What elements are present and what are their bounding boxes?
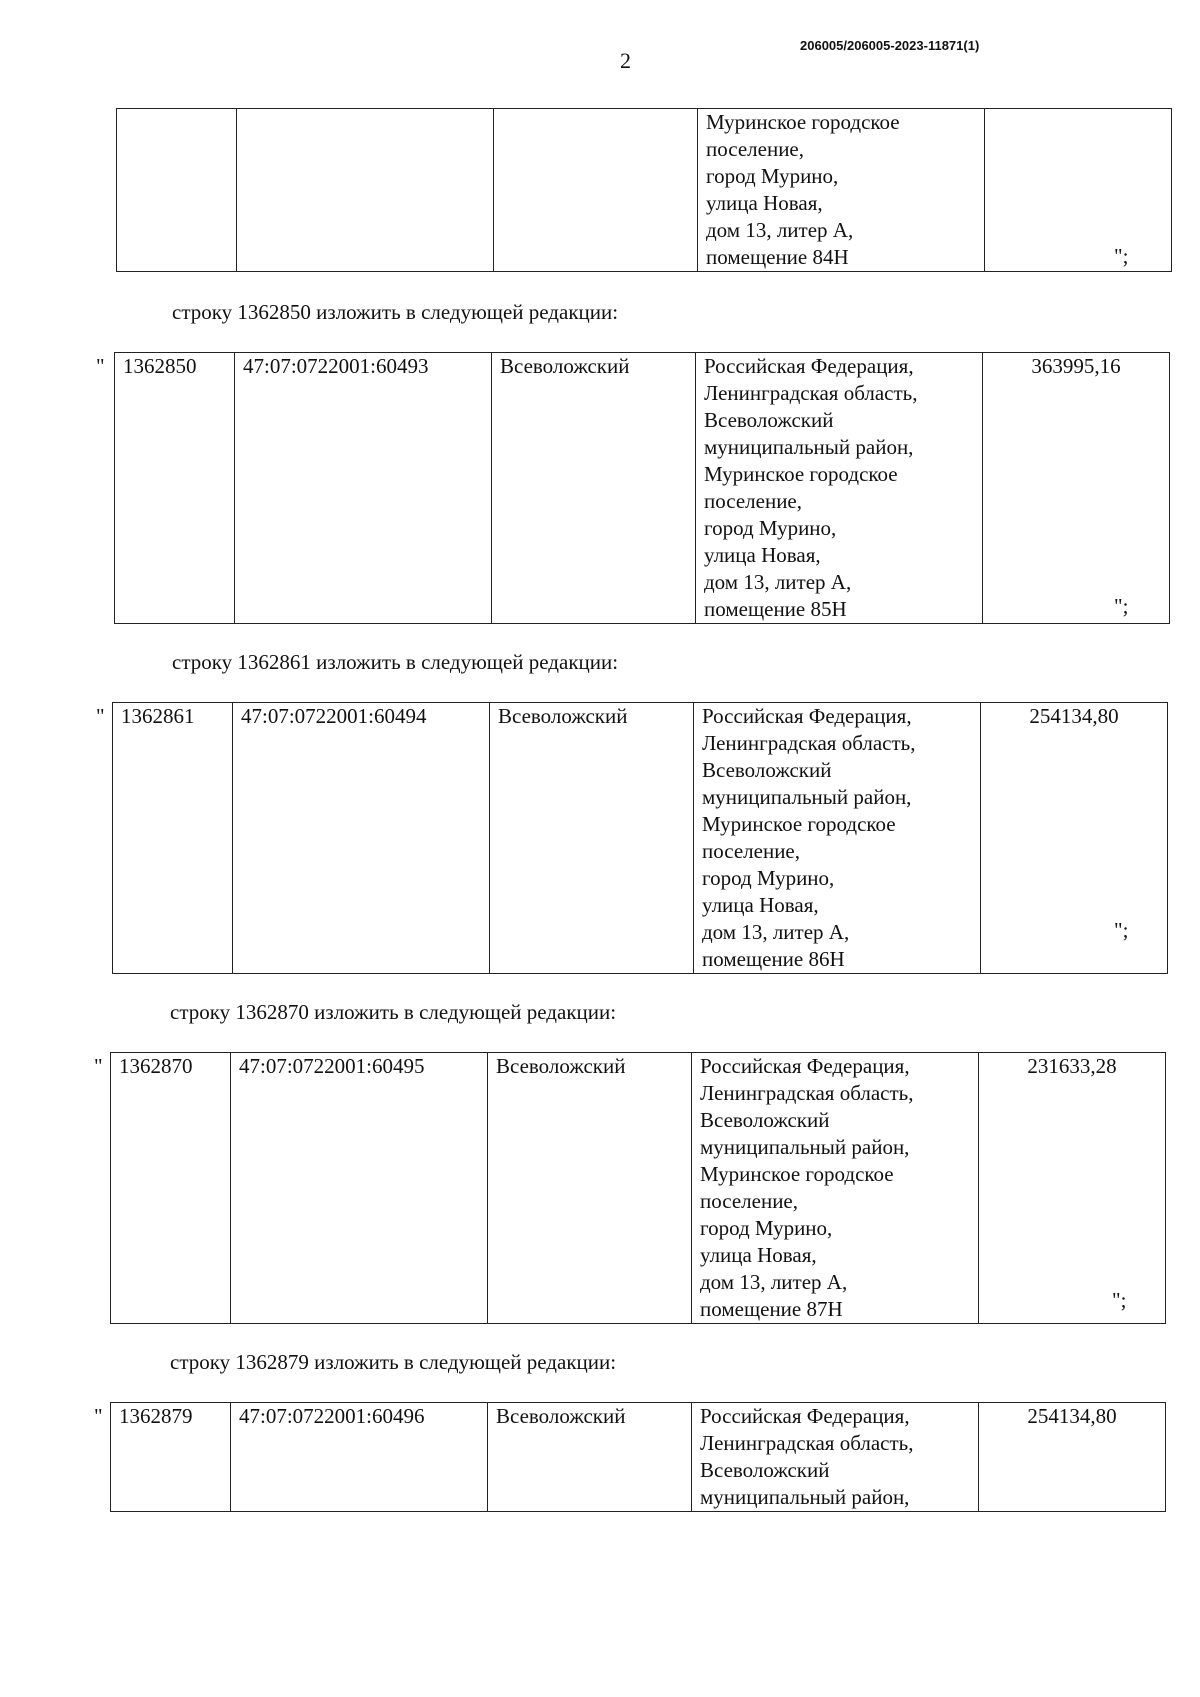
address-line: улица Новая, <box>702 893 819 917</box>
row-number-cell: 1362870 <box>111 1053 231 1324</box>
address-cell <box>692 1053 979 1324</box>
address-line: Российская Федерация, <box>702 704 912 728</box>
table-row <box>113 703 1168 974</box>
address-line: поселение, <box>700 1189 799 1213</box>
address-line: муниципальный район, <box>702 785 912 809</box>
edit-instruction: строку 1362861 изложить в следующей редакции: <box>172 650 619 674</box>
address-line: муниципальный район, <box>700 1135 910 1159</box>
address-line: помещение 87Н <box>700 1297 843 1321</box>
row-number-cell: 1362879 <box>111 1403 231 1512</box>
address-line: город Мурино, <box>702 866 835 890</box>
address-line: Муринское городское <box>702 812 896 836</box>
entry-table <box>112 702 1168 974</box>
address-line: муниципальный район, <box>704 435 914 459</box>
closing-quote: "; <box>1114 594 1129 618</box>
cadastral-cell: 47:07:0722001:60494 <box>233 703 490 974</box>
address-line: улица Новая, <box>700 1243 817 1267</box>
cadastral-cell: 47:07:0722001:60495 <box>231 1053 488 1324</box>
address-line: Всеволожский <box>702 758 832 782</box>
document-id: 206005/206005-2023-11871(1) <box>800 38 980 53</box>
address-line: поселение, <box>702 839 801 863</box>
table-row <box>117 109 1172 272</box>
closing-quote: "; <box>1114 918 1129 942</box>
address-cell <box>696 353 983 624</box>
address-line: поселение, <box>706 137 805 161</box>
opening-quote: " <box>96 704 105 728</box>
district-cell: Всеволожский <box>492 353 696 624</box>
cadastral-cell: 47:07:0722001:60493 <box>235 353 492 624</box>
page-number: 2 <box>620 48 631 73</box>
opening-quote: " <box>94 1404 103 1428</box>
address-line: город Мурино, <box>706 164 839 188</box>
district-cell <box>494 109 698 272</box>
opening-quote: " <box>96 354 105 378</box>
value-cell <box>985 109 1172 272</box>
table-row <box>111 1053 1166 1324</box>
table-row <box>115 353 1170 624</box>
address-cell <box>698 109 985 272</box>
closing-quote: "; <box>1112 1288 1127 1312</box>
value-cell: 231633,28 <box>979 1053 1166 1324</box>
address-line: Российская Федерация, <box>700 1054 910 1078</box>
address-line: дом 13, литер А, <box>706 218 854 242</box>
address-line: помещение 86Н <box>702 947 845 971</box>
address-line: Ленинградская область, <box>700 1431 914 1455</box>
district-cell: Всеволожский <box>488 1403 692 1512</box>
continuation-table <box>116 108 1172 272</box>
row-number-cell: 1362861 <box>113 703 233 974</box>
edit-instruction: строку 1362870 изложить в следующей редакции: <box>170 1000 617 1024</box>
row-number-cell: 1362850 <box>115 353 235 624</box>
entry-table <box>114 352 1170 624</box>
value-cell: 363995,16 <box>983 353 1170 624</box>
edit-instruction: строку 1362879 изложить в следующей редакции: <box>170 1350 617 1374</box>
address-line: помещение 84Н <box>706 245 849 269</box>
district-cell: Всеволожский <box>490 703 694 974</box>
entry-table <box>110 1402 1166 1512</box>
address-line: Ленинградская область, <box>700 1081 914 1105</box>
district-cell: Всеволожский <box>488 1053 692 1324</box>
entry-table <box>110 1052 1166 1324</box>
address-cell <box>694 703 981 974</box>
address-line: Российская Федерация, <box>700 1404 910 1428</box>
value-cell: 254134,80 <box>979 1403 1166 1512</box>
table-row <box>111 1403 1166 1512</box>
address-line: город Мурино, <box>704 516 837 540</box>
address-line: помещение 85Н <box>704 597 847 621</box>
address-line: Муринское городское <box>704 462 898 486</box>
address-line: поселение, <box>704 489 803 513</box>
address-line: город Мурино, <box>700 1216 833 1240</box>
address-line: Всеволожский <box>700 1458 830 1482</box>
address-line: дом 13, литер А, <box>704 570 852 594</box>
address-cell <box>692 1403 979 1512</box>
address-line: Всеволожский <box>700 1108 830 1132</box>
row-number-cell <box>117 109 237 272</box>
address-line: Российская Федерация, <box>704 354 914 378</box>
address-line: улица Новая, <box>704 543 821 567</box>
address-line: Муринское городское <box>706 110 900 134</box>
opening-quote: " <box>94 1054 103 1078</box>
address-line: Муринское городское <box>700 1162 894 1186</box>
address-line: Ленинградская область, <box>704 381 918 405</box>
address-line: улица Новая, <box>706 191 823 215</box>
cadastral-cell <box>237 109 494 272</box>
value-cell: 254134,80 <box>981 703 1168 974</box>
address-line: дом 13, литер А, <box>702 920 850 944</box>
address-line: муниципальный район, <box>700 1485 910 1509</box>
edit-instruction: строку 1362850 изложить в следующей редакции: <box>172 300 619 324</box>
address-line: Ленинградская область, <box>702 731 916 755</box>
closing-quote: "; <box>1114 244 1129 268</box>
address-line: Всеволожский <box>704 408 834 432</box>
address-line: дом 13, литер А, <box>700 1270 848 1294</box>
cadastral-cell: 47:07:0722001:60496 <box>231 1403 488 1512</box>
